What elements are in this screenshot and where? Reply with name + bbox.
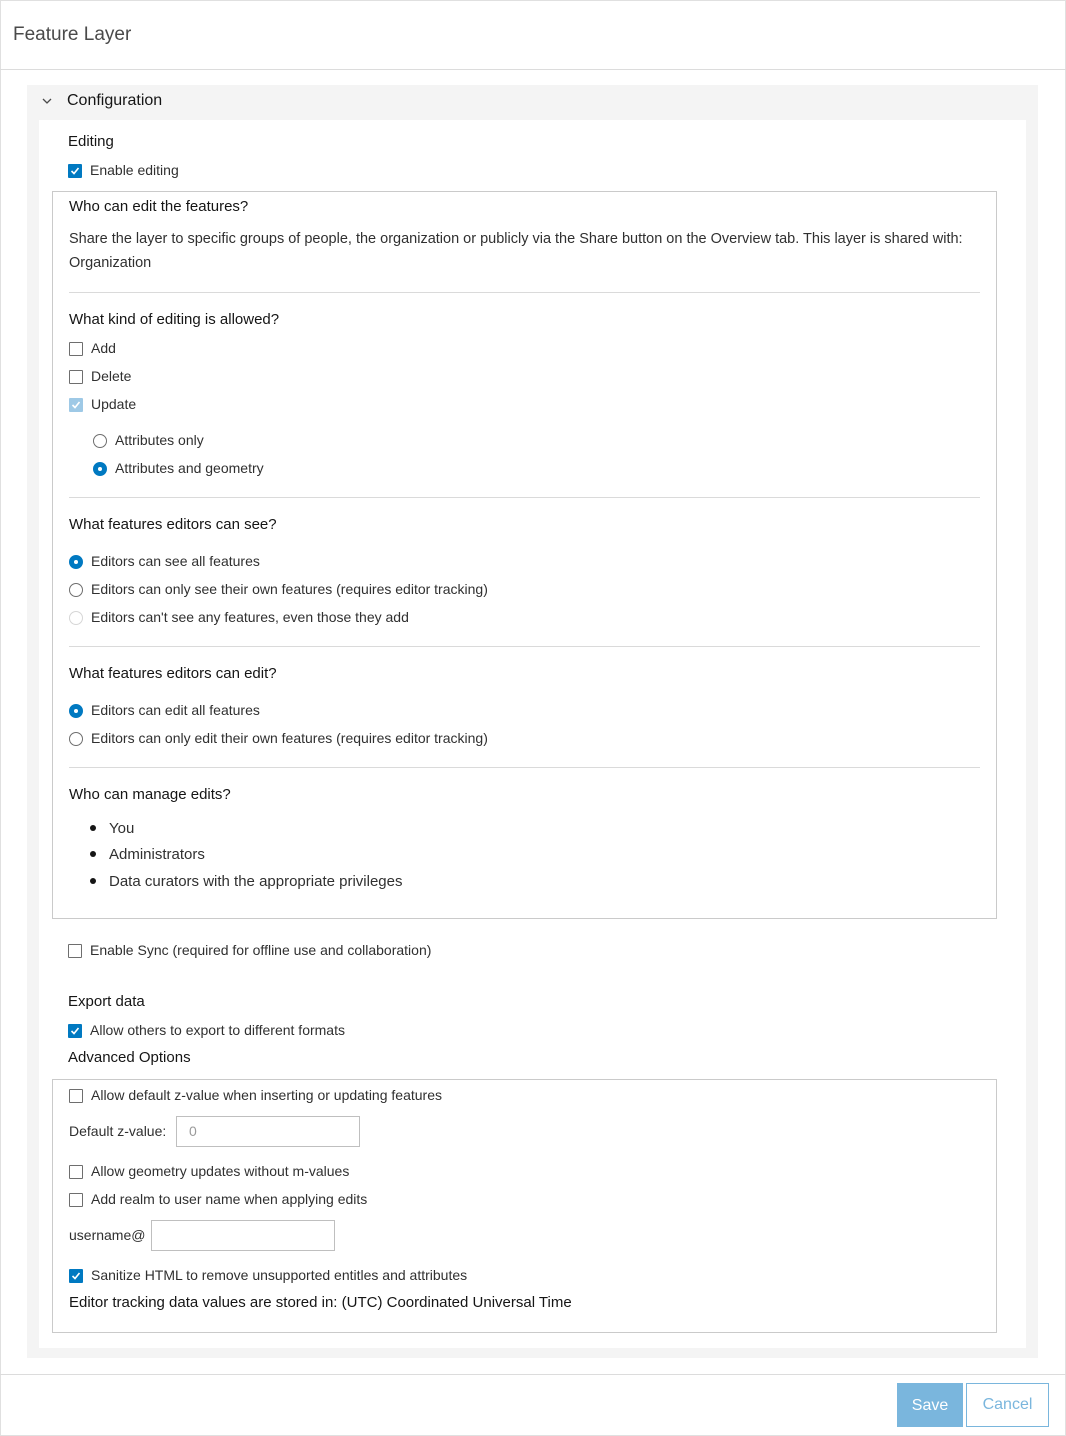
save-button[interactable]: Save [897,1383,963,1427]
enable-sync-checkbox[interactable] [68,944,82,958]
sanitize-html-label[interactable]: Sanitize HTML to remove unsupported entitles and attributes [91,1267,468,1283]
divider [69,497,980,498]
bullet-icon [90,851,96,857]
dialog-header [0,0,1066,70]
enable-sync-label[interactable]: Enable Sync (required for offline use and collaboration) [90,942,432,958]
editors-see-question: What features editors can see? [69,516,277,533]
default-z-checkbox[interactable] [69,1089,83,1103]
edit-own-radio[interactable] [69,732,83,746]
attributes-only-label[interactable]: Attributes only [115,432,204,448]
username-label: username@ [69,1227,146,1243]
update-label[interactable]: Update [91,396,137,412]
enable-editing-label[interactable]: Enable editing [90,162,179,178]
checkmark-icon [71,400,81,410]
editors-edit-question: What features editors can edit? [69,665,277,682]
edit-all-radio[interactable] [69,704,83,718]
editing-kind-question: What kind of editing is allowed? [69,311,280,328]
bullet-icon [90,825,96,831]
see-none-label[interactable]: Editors can't see any features, even those they add [91,609,409,625]
checkmark-icon [71,1271,81,1281]
editor-tracking-note: Editor tracking data values are stored in: (UTC) Coordinated Universal Time [69,1294,572,1311]
edit-all-label[interactable]: Editors can edit all features [91,702,260,718]
divider [69,646,980,647]
bullet-icon [90,878,96,884]
m-values-checkbox[interactable] [69,1165,83,1179]
cancel-button[interactable]: Cancel [966,1383,1049,1427]
see-all-radio[interactable] [69,555,83,569]
checkmark-icon [70,166,80,176]
username-input[interactable] [151,1220,335,1251]
see-all-label[interactable]: Editors can see all features [91,553,260,569]
see-none-radio[interactable] [69,611,83,625]
add-checkbox[interactable] [69,342,83,356]
divider [69,767,980,768]
edit-own-label[interactable]: Editors can only edit their own features (requires editor tracking) [91,730,488,746]
who-can-edit-question: Who can edit the features? [69,198,249,215]
m-values-label[interactable]: Allow geometry updates without m-values [91,1163,350,1179]
sanitize-html-checkbox[interactable] [69,1269,83,1283]
divider [69,292,980,293]
update-checkbox[interactable] [69,398,83,412]
default-z-label[interactable]: Allow default z-value when inserting or updating features [91,1087,442,1103]
manage-edits-question: Who can manage edits? [69,786,231,803]
attributes-geometry-label[interactable]: Attributes and geometry [115,460,264,476]
see-own-radio[interactable] [69,583,83,597]
allow-export-label[interactable]: Allow others to export to different formats [90,1022,345,1038]
default-z-value-input[interactable]: 0 [176,1116,360,1147]
advanced-options-heading: Advanced Options [68,1049,191,1066]
checkmark-icon [70,1026,80,1036]
section-title-configuration[interactable]: Configuration [67,92,163,109]
add-realm-label[interactable]: Add realm to user name when applying edits [91,1191,368,1207]
add-realm-checkbox[interactable] [69,1193,83,1207]
list-item: Administrators [109,846,205,863]
page-title: Feature Layer [13,24,132,45]
list-item: Data curators with the appropriate privileges [109,873,403,890]
default-z-value-label: Default z-value: [69,1123,167,1139]
editing-heading: Editing [68,133,114,150]
who-can-edit-text: Share the layer to specific groups of people, the organization or publicly via the Share button on the Overview tab. This layer is shared with: Organization [69,231,963,271]
attributes-geometry-radio[interactable] [93,462,107,476]
see-own-label[interactable]: Editors can only see their own features (requires editor tracking) [91,581,488,597]
enable-editing-checkbox[interactable] [68,164,82,178]
export-data-heading: Export data [68,993,145,1010]
attributes-only-radio[interactable] [93,434,107,448]
delete-checkbox[interactable] [69,370,83,384]
add-label[interactable]: Add [91,340,116,356]
chevron-down-icon[interactable] [41,95,53,107]
delete-label[interactable]: Delete [91,368,132,384]
list-item: You [109,820,135,837]
allow-export-checkbox[interactable] [68,1024,82,1038]
